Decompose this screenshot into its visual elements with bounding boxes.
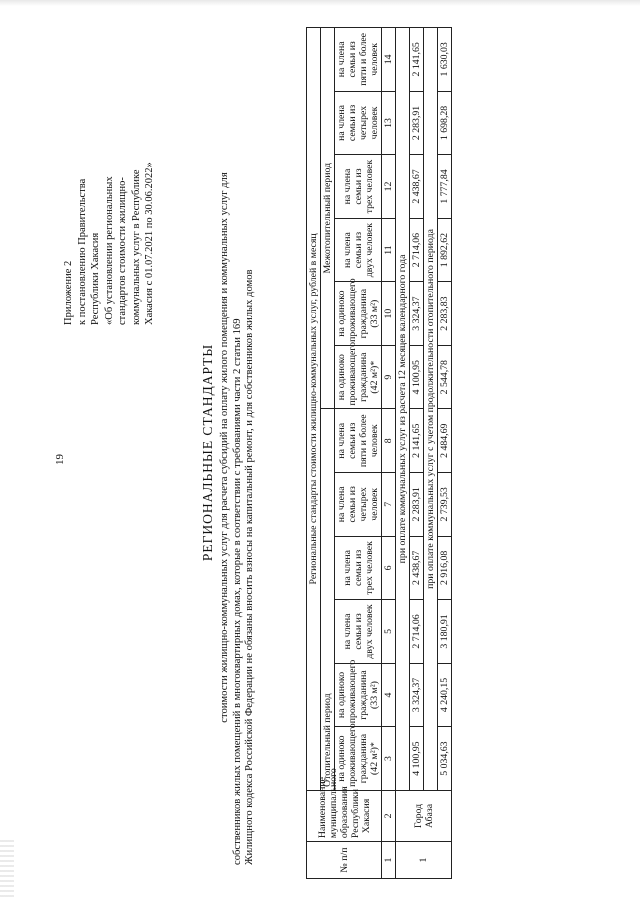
header-cell-col3: на одиноко проживающего гражданина (42 м²)* bbox=[335, 727, 382, 791]
value-cell: 1 698,28 bbox=[438, 91, 452, 155]
appendix-line: «Об установлении региональных bbox=[103, 176, 115, 325]
header-cell-municipality: Наименование муниципального образования Республики Хакасия bbox=[307, 790, 382, 841]
section-heading-heating-period: при оплате коммунальных услуг с учетом продолжительности отопительного периода bbox=[424, 28, 438, 791]
value-cell: 4 240,15 bbox=[438, 663, 452, 727]
column-number: 7 bbox=[382, 473, 396, 537]
appendix-line: Республики Хакасия bbox=[90, 232, 101, 325]
document-subtitle bbox=[219, 30, 257, 865]
value-cell: 2 141,65 bbox=[410, 28, 424, 92]
section-heading-12-months: при оплате коммунальных услуг из расчета 12 месяцев календарного года bbox=[396, 28, 410, 791]
row-number-cell: 1 bbox=[396, 842, 452, 879]
column-number: 14 bbox=[382, 28, 396, 92]
values-row-heating-period bbox=[438, 28, 452, 879]
appendix-line: Приложение 2 bbox=[63, 260, 74, 325]
value-cell: 2 739,53 bbox=[438, 473, 452, 537]
header-cell-col13: на члена семьи из четырех человек bbox=[335, 91, 382, 155]
standards-table bbox=[306, 27, 452, 879]
value-cell: 2 283,91 bbox=[410, 91, 424, 155]
appendix-line: Хакасия с 01.07.2021 по 30.06.2022» bbox=[144, 162, 155, 325]
header-cell-interheating: Межотопительный период bbox=[321, 28, 335, 409]
header-cell-standards: Региональные стандарты стоимости жилищно-коммунальных услуг, рублей в месяц bbox=[307, 28, 321, 791]
header-cell-col9: на одиноко проживающего гражданина (42 м²)* bbox=[335, 345, 382, 409]
column-number: 4 bbox=[382, 663, 396, 727]
value-cell: 2 141,65 bbox=[410, 409, 424, 473]
value-cell: 3 180,91 bbox=[438, 600, 452, 664]
column-number: 3 bbox=[382, 727, 396, 791]
value-cell: 2 283,83 bbox=[438, 282, 452, 346]
municipality-name-cell: Город Абаза bbox=[396, 790, 452, 841]
value-cell: 5 034,63 bbox=[438, 727, 452, 791]
header-cell-col6: на члена семьи из трех человек bbox=[335, 536, 382, 600]
column-number: 11 bbox=[382, 218, 396, 282]
value-cell: 2 283,91 bbox=[410, 473, 424, 537]
value-cell: 2 484,69 bbox=[438, 409, 452, 473]
column-number: 12 bbox=[382, 155, 396, 219]
appendix-line: коммунальных услуг в Республике bbox=[130, 169, 142, 325]
header-cell-col12: на члена семьи из трех человек bbox=[335, 155, 382, 219]
column-number: 10 bbox=[382, 282, 396, 346]
header-cell-col14: на члена семьи из пяти и более человек bbox=[335, 28, 382, 92]
subtitle-line: собственников жилых помещений в многоквартирных домах, которые в соответствии с требованиями части 2 статьи 169 bbox=[231, 318, 243, 865]
column-number: 5 bbox=[382, 600, 396, 664]
value-cell: 1 892,62 bbox=[438, 218, 452, 282]
values-row-12-months bbox=[410, 28, 424, 879]
column-number: 1 bbox=[382, 842, 396, 879]
value-cell: 2 438,67 bbox=[410, 536, 424, 600]
scan-artifact bbox=[0, 837, 14, 897]
header-cell-col8: на члена семьи из пяти и более человек bbox=[335, 409, 382, 473]
appendix-block bbox=[62, 25, 157, 325]
value-cell: 2 714,06 bbox=[410, 600, 424, 664]
header-cell-number: № п/п bbox=[307, 842, 382, 879]
column-number: 6 bbox=[382, 536, 396, 600]
value-cell: 2 438,67 bbox=[410, 155, 424, 219]
value-cell: 1 630,03 bbox=[438, 28, 452, 92]
subtitle-line: стоимости жилищно-коммунальных услуг для расчета субсидий на оплату жилого помещения и коммунальных услуг для bbox=[219, 172, 230, 723]
document-title: РЕГИОНАЛЬНЫЕ СТАНДАРТЫ bbox=[200, 343, 215, 562]
header-cell-col11: на члена семьи из двух человек bbox=[335, 218, 382, 282]
appendix-line: стандартов стоимости жилищно- bbox=[117, 177, 128, 325]
appendix-line: к постановлению Правительства bbox=[76, 178, 88, 325]
column-number: 8 bbox=[382, 409, 396, 473]
header-cell-col10: на одиноко проживающего гражданина (33 м²) bbox=[335, 282, 382, 346]
scan-edge bbox=[0, 0, 640, 6]
header-cell-col4: на одиноко проживающего гражданина (33 м²) bbox=[335, 663, 382, 727]
value-cell: 1 777,84 bbox=[438, 155, 452, 219]
value-cell: 4 100,95 bbox=[410, 345, 424, 409]
value-cell: 4 100,95 bbox=[410, 727, 424, 791]
value-cell: 3 324,37 bbox=[410, 282, 424, 346]
column-number: 9 bbox=[382, 345, 396, 409]
value-cell: 2 544,78 bbox=[438, 345, 452, 409]
header-cell-col7: на члена семьи из четырех человек bbox=[335, 473, 382, 537]
subtitle-line: Жилищного кодекса Российской Федерации не обязаны вносить взносы на капитальный ремонт, и для собственников жилых домов bbox=[244, 269, 255, 865]
header-cell-heating: Отопительный период bbox=[321, 409, 335, 790]
value-cell: 2 916,08 bbox=[438, 536, 452, 600]
value-cell: 2 714,06 bbox=[410, 218, 424, 282]
page-number: 19 bbox=[54, 454, 66, 465]
column-numbers-row bbox=[382, 28, 396, 879]
header-cell-col5: на члена семьи из двух человек bbox=[335, 600, 382, 664]
column-number: 13 bbox=[382, 91, 396, 155]
value-cell: 3 324,37 bbox=[410, 663, 424, 727]
column-number: 2 bbox=[382, 790, 396, 841]
